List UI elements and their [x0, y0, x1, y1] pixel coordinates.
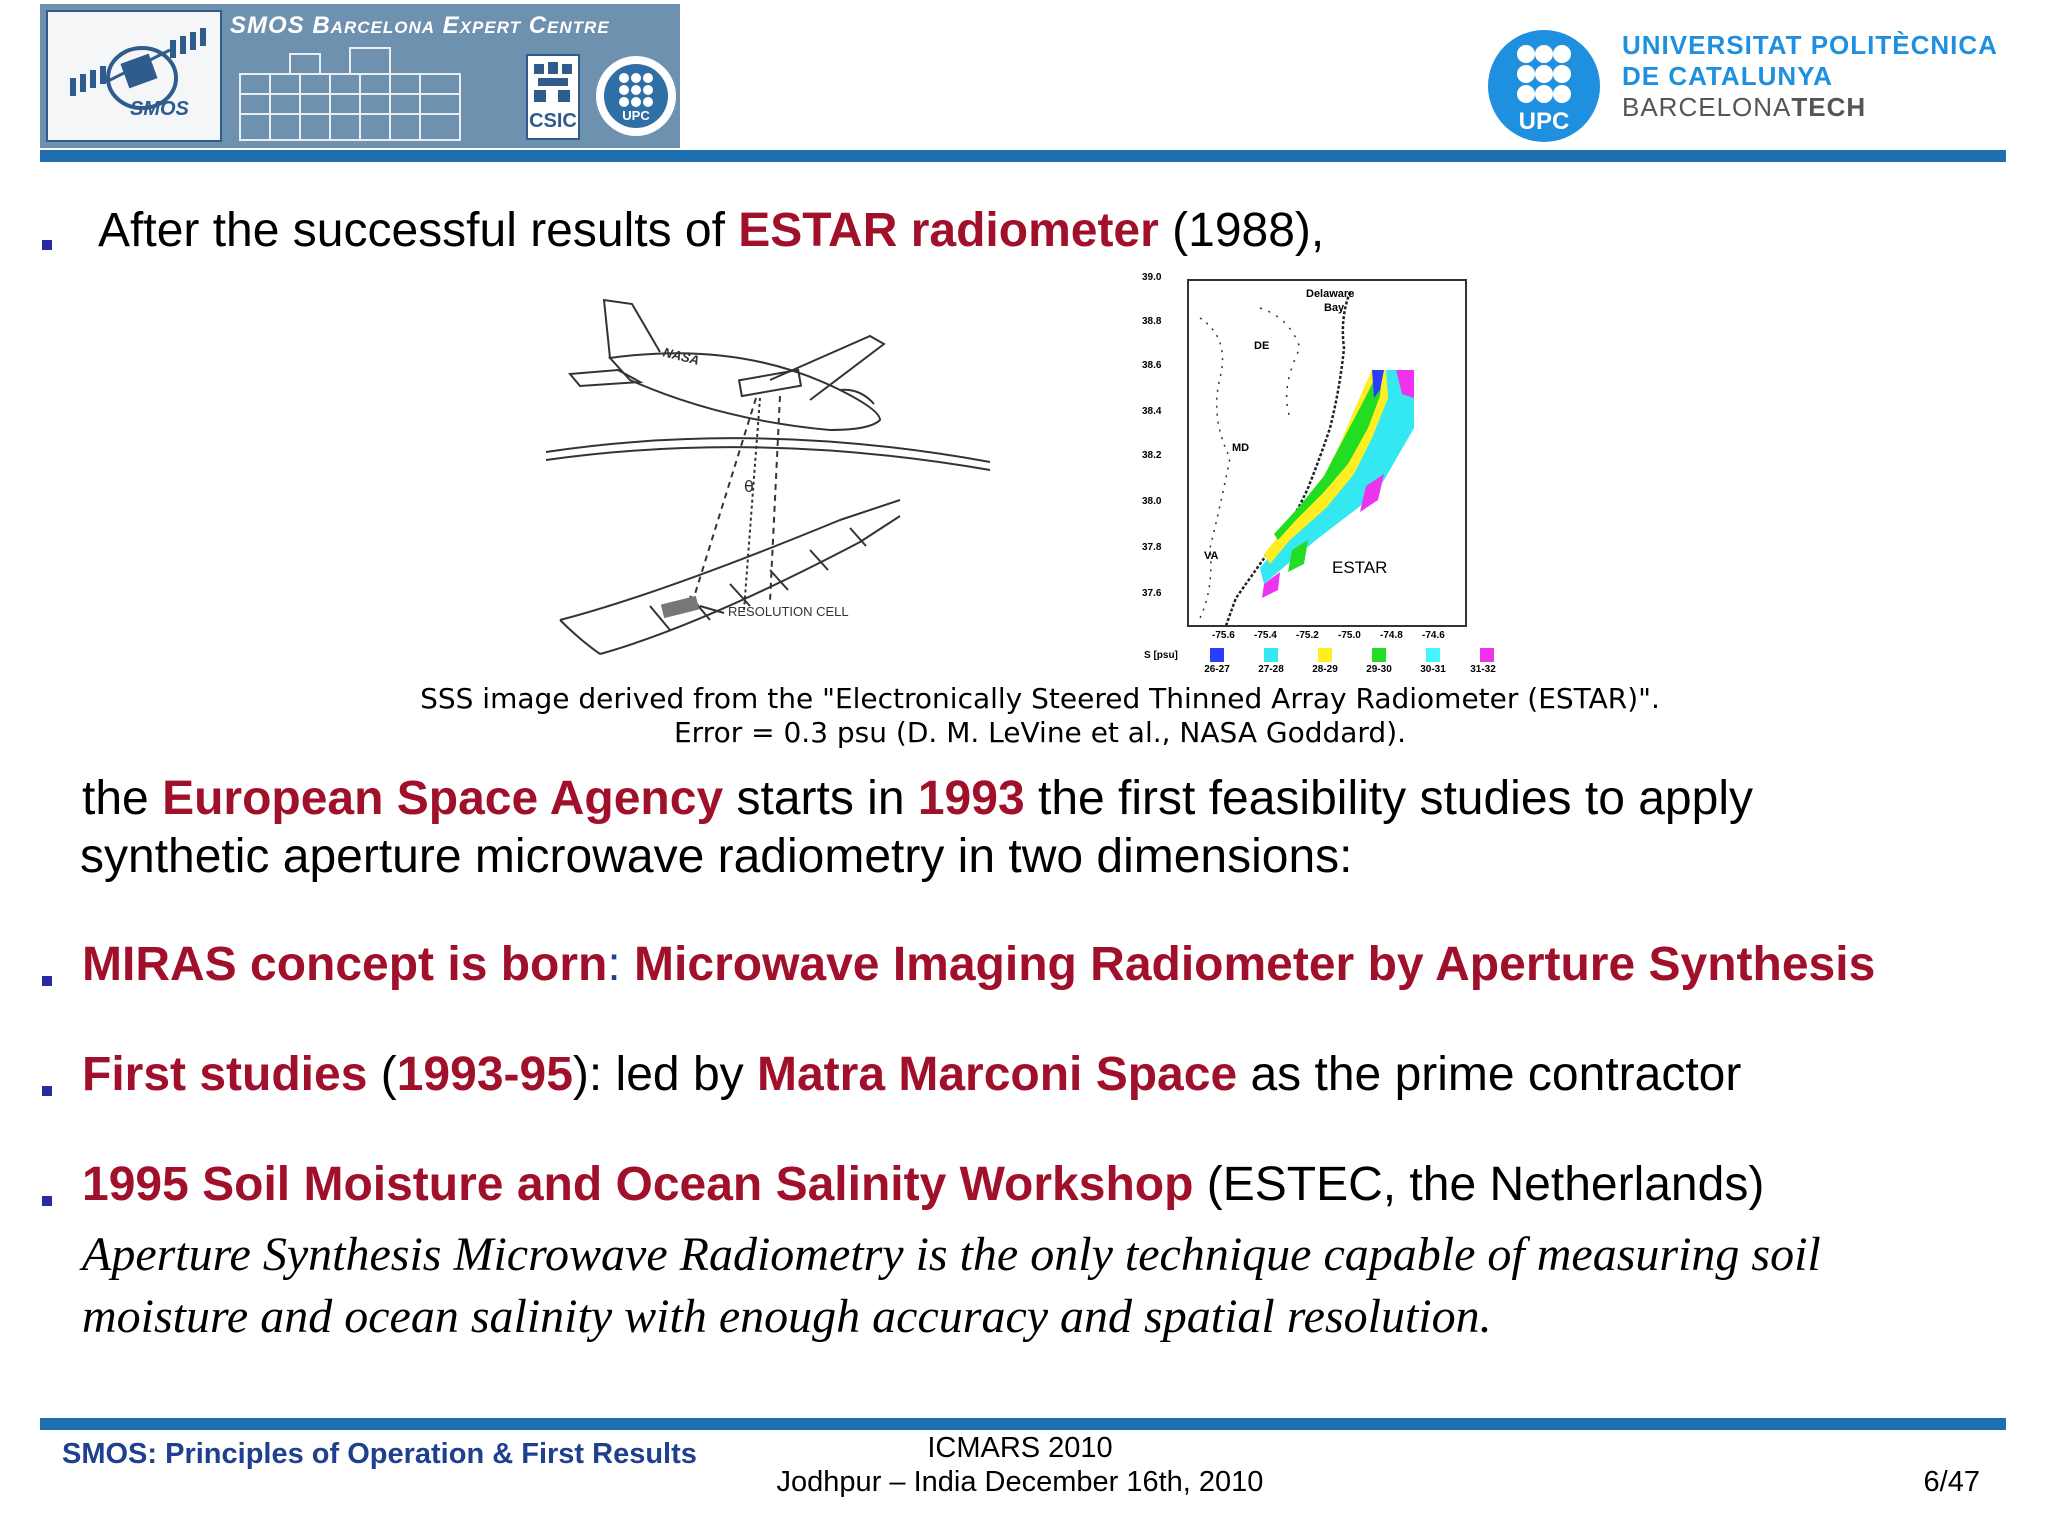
first-studies-paren-open: (	[367, 1048, 397, 1101]
aircraft-drawing	[540, 280, 1000, 680]
legend-label-4: 30-31	[1420, 664, 1446, 675]
lat-tick-0: 39.0	[1142, 272, 1162, 283]
legend-swatch-2	[1318, 648, 1332, 662]
lon-tick-2: -75.2	[1296, 630, 1319, 641]
place-md: MD	[1232, 442, 1250, 454]
legend-swatch-4	[1426, 648, 1440, 662]
footer-center-2: Jodhpur – India December 16th, 2010	[776, 1466, 1264, 1498]
csic-logo	[526, 54, 580, 140]
workshop-location: (ESTEC, the Netherlands)	[1193, 1158, 1765, 1211]
upc-small-text: UPC	[622, 108, 650, 123]
bullet-3	[42, 1086, 52, 1096]
legend	[1194, 648, 1494, 682]
estar-map-frame	[1140, 278, 1500, 678]
workshop-line	[82, 1156, 1764, 1214]
workshop-name: 1995 Soil Moisture and Ocean Salinity Workshop	[82, 1158, 1194, 1211]
university-line-2: DE CATALUNYA	[1622, 61, 1833, 91]
quote-line-2: moisture and ocean salinity with enough accuracy and spatial resolution.	[82, 1290, 1492, 1343]
quote-line-1: Aperture Synthesis Microwave Radiometry is the only technique capable of measuring soil	[82, 1228, 1821, 1281]
lat-tick-1: 38.8	[1142, 316, 1162, 327]
lon-tick-1: -75.4	[1254, 630, 1277, 641]
esa-year: 1993	[917, 772, 1025, 825]
intro-text-c: (1988),	[1158, 204, 1325, 257]
esa-text-a: the	[82, 772, 163, 825]
footer-center-1: ICMARS 2010	[927, 1432, 1113, 1464]
csic-emblem-icon	[528, 58, 578, 108]
lon-tick-4: -74.8	[1380, 630, 1403, 641]
smos-banner	[40, 4, 680, 148]
esa-line-2: synthetic aperture microwave radiometry in two dimensions:	[80, 830, 1353, 883]
legend-swatch-5	[1480, 648, 1494, 662]
upc-small-logo	[596, 56, 676, 136]
intro-estar: ESTAR radiometer	[738, 204, 1159, 257]
miras-colon: :	[607, 938, 635, 991]
esa-line-1	[82, 770, 1753, 828]
footer-left: SMOS: Principles of Operation & First Results	[62, 1438, 697, 1470]
miras-expansion: Microwave Imaging Radiometer by Aperture Synthesis	[634, 938, 1876, 991]
place-va: VA	[1204, 550, 1219, 562]
place-de: DE	[1254, 340, 1270, 352]
figure-caption-1: SSS image derived from the "Electronically Steered Thinned Array Radiometer (ESTAR)".	[420, 682, 1660, 715]
university-line-1: UNIVERSITAT POLITÈCNICA	[1622, 30, 1998, 60]
legend-title: S [psu]	[1144, 650, 1178, 661]
first-studies-line	[82, 1046, 1741, 1104]
csic-text: CSIC	[529, 110, 577, 132]
resolution-cell-label: RESOLUTION CELL	[728, 604, 849, 619]
first-studies: First studies	[82, 1048, 368, 1101]
bullet-2	[42, 976, 52, 986]
lat-tick-2: 38.6	[1142, 360, 1162, 371]
upc-logo	[1488, 30, 1600, 142]
legend-swatch-3	[1372, 648, 1386, 662]
lat-tick-7: 37.6	[1142, 588, 1162, 599]
intro-text-a: After the successful results of	[98, 204, 739, 257]
nasa-label: NASA	[661, 344, 701, 368]
miras-concept: MIRAS concept is born	[82, 938, 608, 991]
resolution-cell-patch	[661, 596, 699, 618]
legend-swatch-1	[1264, 648, 1278, 662]
esa-name: European Space Agency	[162, 772, 724, 825]
building-drawing	[230, 44, 530, 144]
footer-page-number: 6/47	[1923, 1466, 1980, 1498]
lon-tick-0: -75.6	[1212, 630, 1235, 641]
place-bay: Bay	[1324, 302, 1345, 314]
legend-label-5: 31-32	[1470, 664, 1496, 675]
upc-dots-icon	[1488, 40, 1600, 110]
intro-line	[98, 202, 1324, 260]
legend-label-0: 26-27	[1204, 664, 1230, 675]
esa-text-c: starts in	[723, 772, 918, 825]
upc-small-dots-icon	[604, 70, 668, 110]
place-delaware: Delaware	[1306, 288, 1355, 300]
legend-label-3: 29-30	[1366, 664, 1392, 675]
estar-map	[1140, 272, 1500, 678]
legend-label-1: 27-28	[1258, 664, 1284, 675]
bullet-1	[42, 240, 52, 250]
esa-text-e: the first feasibility studies to apply	[1024, 772, 1753, 825]
legend-label-2: 28-29	[1312, 664, 1338, 675]
bullet-4	[42, 1196, 52, 1206]
matra-marconi: Matra Marconi Space	[756, 1048, 1238, 1101]
first-studies-led-by: ): led by	[572, 1048, 757, 1101]
quote	[82, 1224, 1821, 1348]
banner-title: SMOS Barcelona Expert Centre	[230, 12, 610, 39]
smos-logo-box	[46, 10, 222, 142]
smos-logo-text: SMOS	[130, 98, 189, 120]
header-rule	[40, 150, 2006, 162]
university-line-3b: TECH	[1791, 92, 1867, 122]
university-line-3	[1622, 92, 1998, 123]
upc-logo-text: UPC	[1518, 108, 1570, 135]
lon-tick-3: -75.0	[1338, 630, 1361, 641]
university-line-3a: BARCELONA	[1622, 92, 1792, 122]
lat-tick-5: 38.0	[1142, 496, 1162, 507]
footer-rule	[40, 1418, 2006, 1430]
miras-line	[82, 936, 1875, 994]
lon-tick-5: -74.6	[1422, 630, 1445, 641]
first-studies-tail: as the prime contractor	[1237, 1048, 1742, 1101]
theta-label: θ	[744, 477, 754, 496]
upc-small-disc	[604, 64, 668, 128]
lat-tick-3: 38.4	[1142, 406, 1162, 417]
figure-caption-2: Error = 0.3 psu (D. M. LeVine et al., NASA Goddard).	[673, 716, 1407, 749]
lat-tick-4: 38.2	[1142, 450, 1162, 461]
first-studies-years: 1993-95	[396, 1048, 573, 1101]
place-estar: ESTAR	[1332, 558, 1388, 577]
legend-swatch-0	[1210, 648, 1224, 662]
esa-paragraph	[82, 770, 1753, 886]
university-name	[1622, 30, 1998, 123]
lat-tick-6: 37.8	[1142, 542, 1162, 553]
